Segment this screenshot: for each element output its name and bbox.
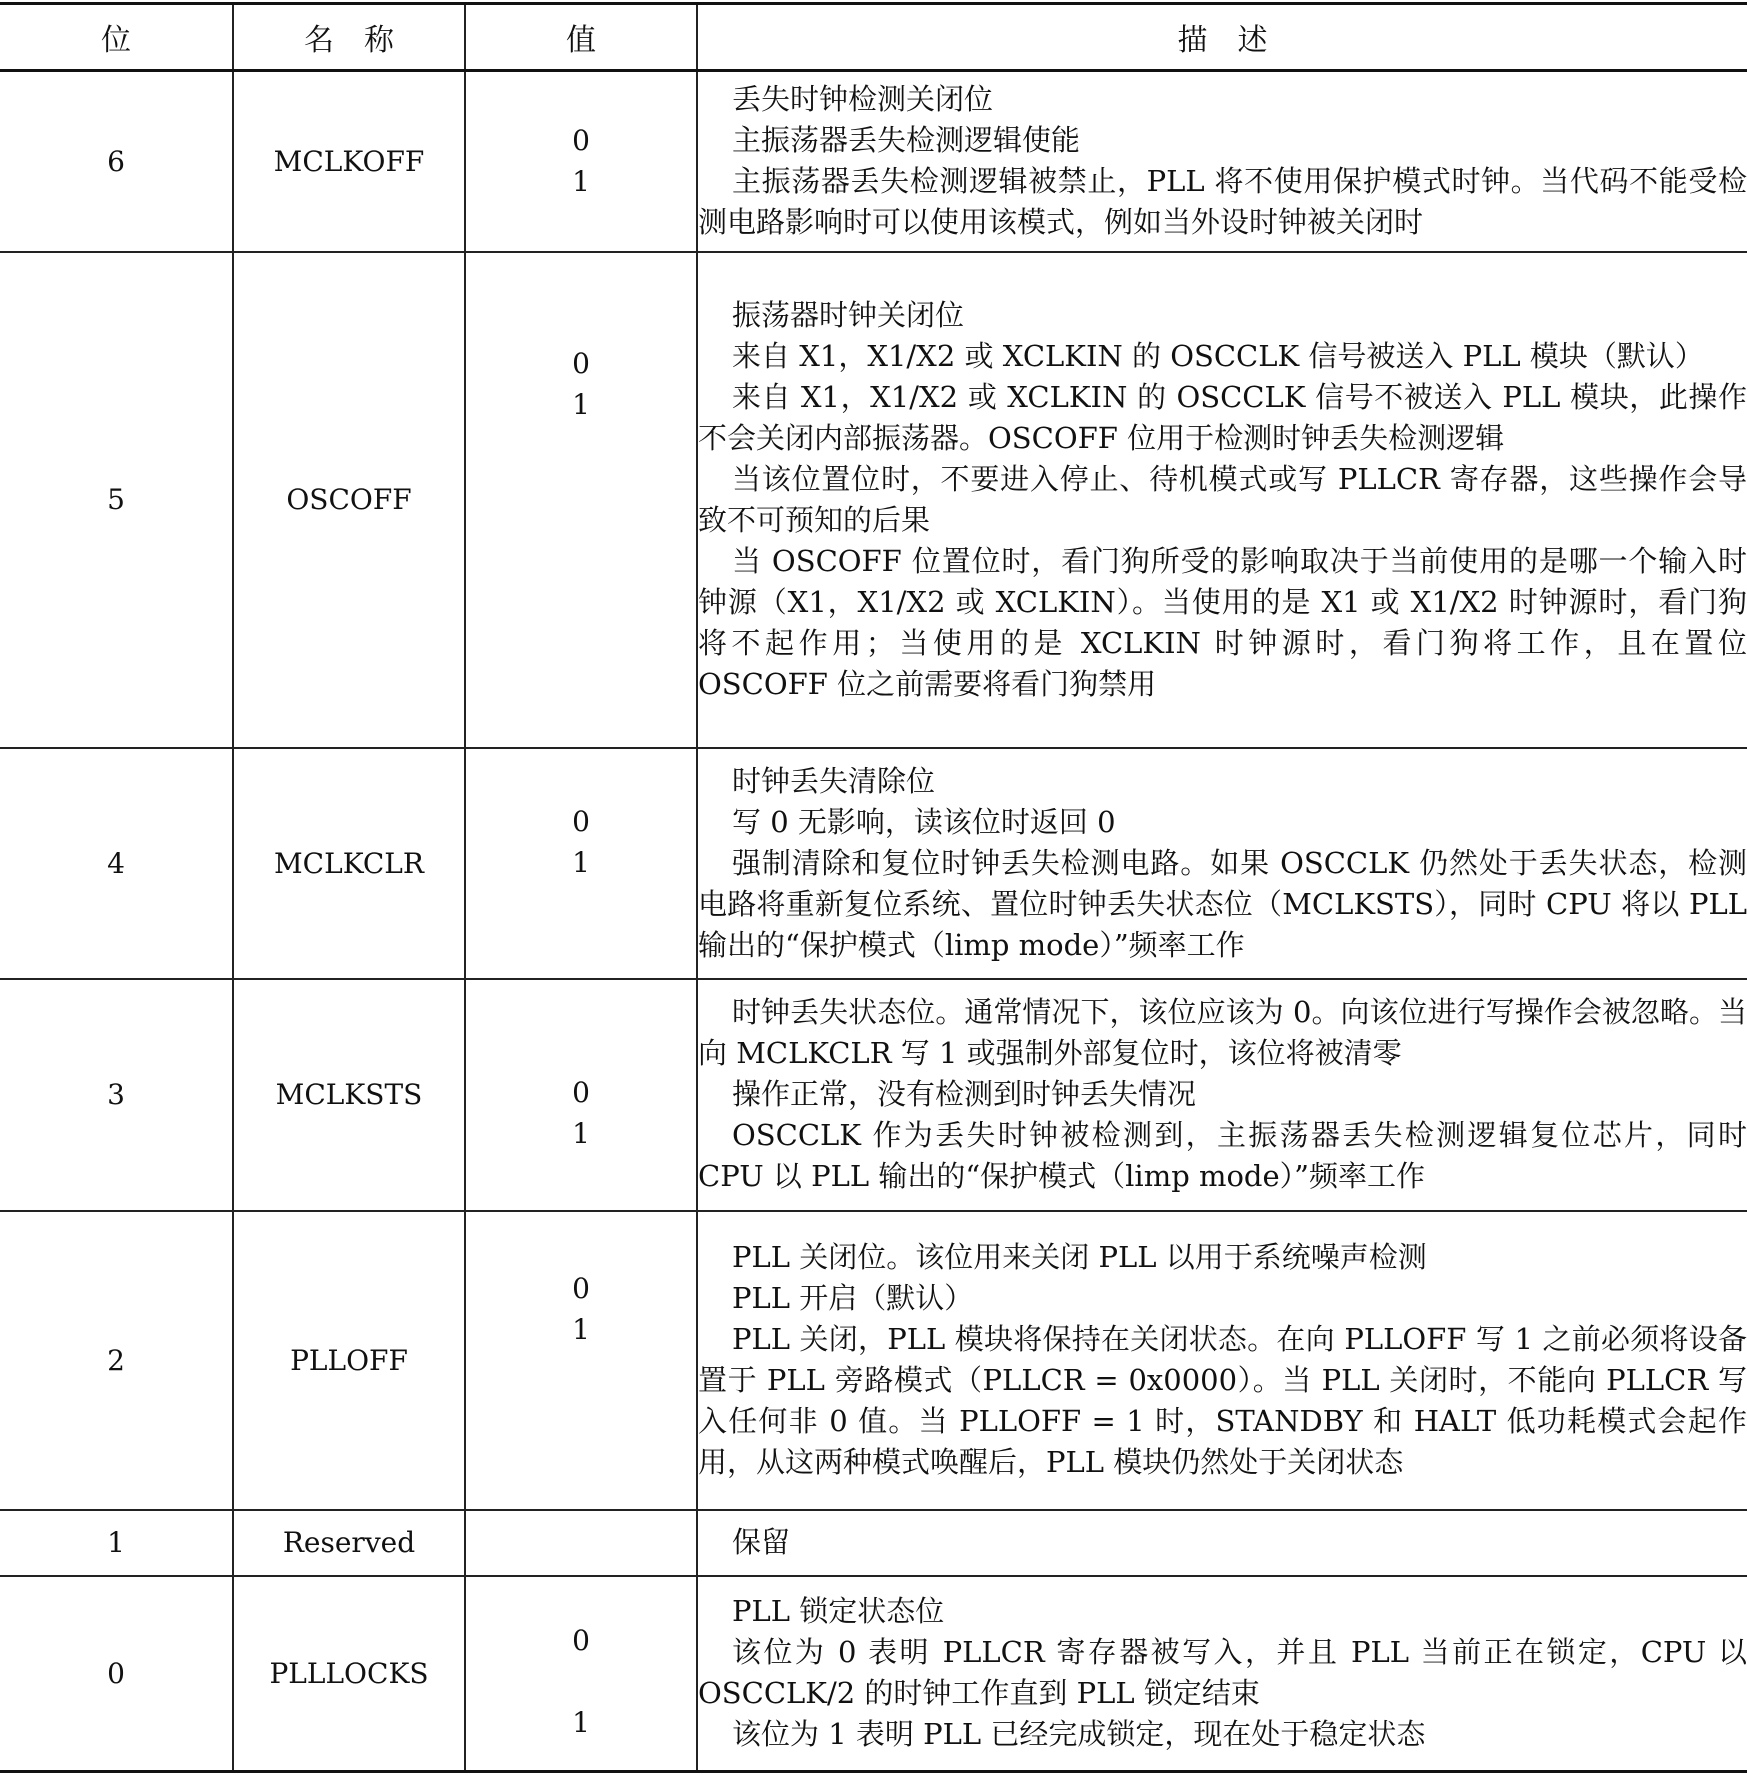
description-line: OSCCLK 作为丢失时钟被检测到，主振荡器丢失检测逻辑复位芯片，同时 CPU 以 PLL 输出的“保护模式（limp mode）”频率工作 <box>698 1118 1747 1193</box>
description-line: 丢失时钟检测关闭位 <box>732 82 994 117</box>
description-line: PLL 开启（默认） <box>732 1281 974 1315</box>
header-bit: 位 <box>0 4 233 71</box>
value-cell <box>465 71 697 252</box>
description-line: 该位为 1 表明 PLL 已经完成锁定，现在处于稳定状态 <box>732 1717 1426 1752</box>
register-bit-table <box>0 2 1747 1773</box>
value-0: 0 <box>572 346 590 380</box>
name-cell: MCLKOFF <box>233 71 465 252</box>
description-cell <box>697 1510 1747 1576</box>
header-description: 描 述 <box>697 4 1747 71</box>
description-cell <box>697 71 1747 252</box>
value-0: 0 <box>572 1075 590 1109</box>
value-0: 0 <box>572 1623 590 1657</box>
value-0: 0 <box>572 124 590 158</box>
description-line: 当 OSCOFF 位置位时，看门狗所受的影响取决于当前使用的是哪一个输入时钟源（X1，X1/X2 或 XCLKIN）。当使用的是 X1 或 X1/X2 时钟源时，看门狗将不起作用；当使用的是 XCLKIN 时钟源时，看门狗将工作，且在置位 OSCOFF 位之前需要将看门狗禁用 <box>698 543 1747 701</box>
value-1: 1 <box>572 1705 590 1739</box>
description-cell <box>697 1211 1747 1510</box>
description-line: 操作正常，没有检测到时钟丢失情况 <box>732 1077 1197 1111</box>
table-header-row <box>0 4 1747 71</box>
value-cell <box>465 252 697 748</box>
table-row <box>0 71 1747 252</box>
bit-cell: 5 <box>0 252 233 748</box>
name-cell: PLLOFF <box>233 1211 465 1510</box>
description-line: 振荡器时钟关闭位 <box>732 297 965 332</box>
value-cell <box>465 748 697 979</box>
name-cell: MCLKSTS <box>233 979 465 1211</box>
description-cell <box>697 748 1747 979</box>
value-0: 0 <box>572 1271 590 1305</box>
name-cell: OSCOFF <box>233 252 465 748</box>
table-row <box>0 1576 1747 1772</box>
description-line: 当该位置位时，不要进入停止、待机模式或写 PLLCR 寄存器，这些操作会导致不可预知的后果 <box>698 461 1747 537</box>
value-cell <box>465 1211 697 1510</box>
description-cell <box>697 1576 1747 1772</box>
description-line: 时钟丢失状态位。通常情况下，该位应该为 0。向该位进行写操作会被忽略。当向 MCLKCLR 写 1 或强制外部复位时，该位将被清零 <box>698 995 1747 1070</box>
name-cell: PLLLOCKS <box>233 1576 465 1772</box>
description-line: 时钟丢失清除位 <box>732 763 936 798</box>
value-1: 1 <box>572 387 590 421</box>
description-line: 保留 <box>732 1525 791 1559</box>
description-line: 来自 X1，X1/X2 或 XCLKIN 的 OSCCLK 信号被送入 PLL 模块（默认） <box>732 338 1704 373</box>
table-row <box>0 1211 1747 1510</box>
value-cell <box>465 1576 697 1772</box>
bit-cell: 6 <box>0 71 233 252</box>
description-cell <box>697 252 1747 748</box>
value-1: 1 <box>572 165 590 199</box>
value-1: 1 <box>572 1116 590 1150</box>
description-cell <box>697 979 1747 1211</box>
value-cell <box>465 1510 697 1576</box>
name-cell: Reserved <box>233 1510 465 1576</box>
description-line: 来自 X1，X1/X2 或 XCLKIN 的 OSCCLK 信号不被送入 PLL 模块，此操作不会关闭内部振荡器。OSCOFF 位用于检测时钟丢失检测逻辑 <box>698 379 1747 455</box>
description-line: 强制清除和复位时钟丢失检测电路。如果 OSCCLK 仍然处于丢失状态，检测电路将重新复位系统、置位时钟丢失状态位（MCLKSTS），同时 CPU 将以 PLL 输出的“保护模式（limp mode）”频率工作 <box>698 845 1747 962</box>
value-1: 1 <box>572 1312 590 1346</box>
description-line: 主振荡器丢失检测逻辑被禁止，PLL 将不使用保护模式时钟。当代码不能受检测电路影响时可以使用该模式，例如当外设时钟被关闭时 <box>698 164 1747 240</box>
description-line: 该位为 0 表明 PLLCR 寄存器被写入，并且 PLL 当前正在锁定，CPU 以 OSCCLK/2 的时钟工作直到 PLL 锁定结束 <box>698 1635 1747 1711</box>
value-0: 0 <box>572 804 590 838</box>
value-cell <box>465 979 697 1211</box>
description-line: 写 0 无影响，读该位时返回 0 <box>732 804 1116 839</box>
name-cell: MCLKCLR <box>233 748 465 979</box>
description-line: PLL 关闭位。该位用来关闭 PLL 以用于系统噪声检测 <box>732 1240 1427 1274</box>
bit-cell: 0 <box>0 1576 233 1772</box>
table-row <box>0 1510 1747 1576</box>
header-value: 值 <box>465 4 697 71</box>
bit-cell: 4 <box>0 748 233 979</box>
bit-cell: 1 <box>0 1510 233 1576</box>
description-line: PLL 锁定状态位 <box>732 1594 945 1629</box>
value-1: 1 <box>572 845 590 879</box>
table-row <box>0 748 1747 979</box>
bit-cell: 3 <box>0 979 233 1211</box>
description-line: 主振荡器丢失检测逻辑使能 <box>732 123 1081 158</box>
header-name: 名 称 <box>233 4 465 71</box>
table-row <box>0 979 1747 1211</box>
description-line: PLL 关闭，PLL 模块将保持在关闭状态。在向 PLLOFF 写 1 之前必须将设备置于 PLL 旁路模式（PLLCR = 0x0000）。当 PLL 关闭时，不能向 PLLCR 写入任何非 0 值。当 PLLOFF = 1 时，STANDBY 和 HALT 低功耗模式会起作用，从这两种模式唤醒后，PLL 模块仍然处于关闭状态 <box>698 1322 1747 1479</box>
bit-cell: 2 <box>0 1211 233 1510</box>
table-row <box>0 252 1747 748</box>
